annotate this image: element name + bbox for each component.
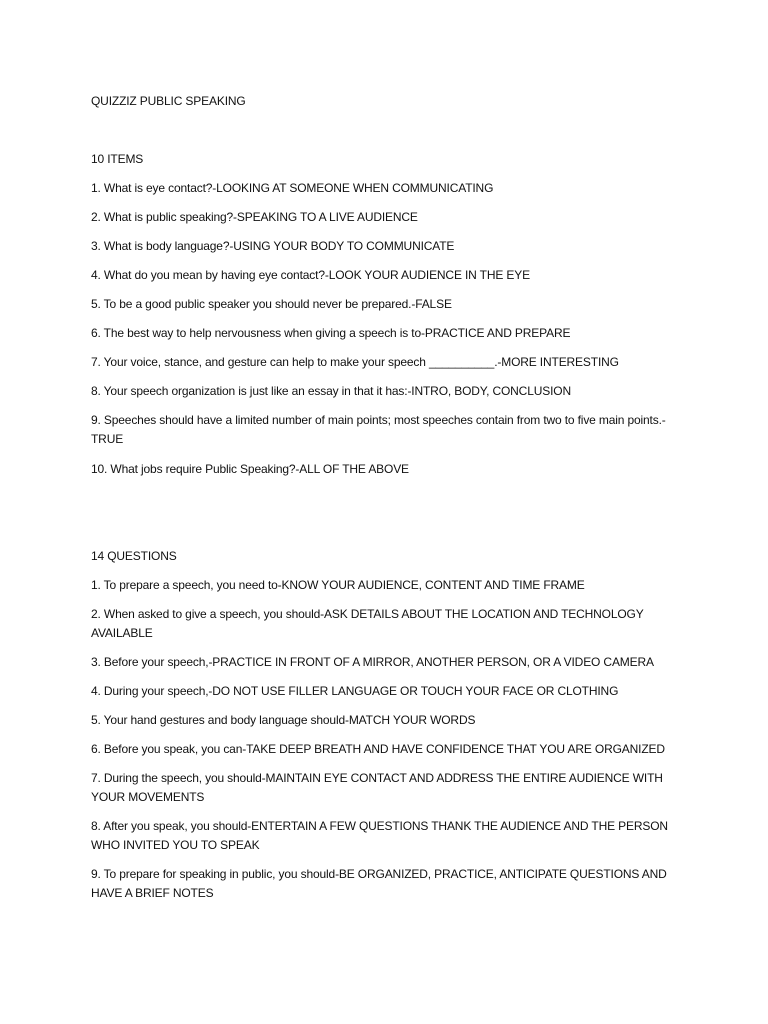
list-item: 7. Your voice, stance, and gesture can help to make your speech __________.-MORE INTERESTING — [91, 355, 619, 369]
list-item: 4. During your speech,-DO NOT USE FILLER LANGUAGE OR TOUCH YOUR FACE OR CLOTHING — [91, 684, 619, 698]
list-item: 1. To prepare a speech, you need to-KNOW YOUR AUDIENCE, CONTENT AND TIME FRAME — [91, 578, 585, 592]
list-item: 5. To be a good public speaker you should never be prepared.-FALSE — [91, 297, 452, 311]
list-item: 3. What is body language?-USING YOUR BODY TO COMMUNICATE — [91, 239, 455, 253]
list-item: 6. Before you speak, you can-TAKE DEEP BREATH AND HAVE CONFIDENCE THAT YOU ARE ORGANIZED — [91, 742, 665, 756]
section-heading-10-items: 10 ITEMS — [91, 152, 144, 166]
document-title: QUIZZIZ PUBLIC SPEAKING — [91, 94, 246, 108]
list-item: 8. After you speak, you should-ENTERTAIN A FEW QUESTIONS THANK THE AUDIENCE AND THE PERSON WHO INVITED YOU TO SPEAK — [91, 819, 668, 852]
section-heading-14-questions: 14 QUESTIONS — [91, 549, 177, 563]
list-item: 5. Your hand gestures and body language should-MATCH YOUR WORDS — [91, 713, 476, 727]
list-item: 4. What do you mean by having eye contact?-LOOK YOUR AUDIENCE IN THE EYE — [91, 268, 530, 282]
list-item: 7. During the speech, you should-MAINTAIN EYE CONTACT AND ADDRESS THE ENTIRE AUDIENCE WITH YOUR MOVEMENTS — [91, 771, 663, 804]
list-item: 10. What jobs require Public Speaking?-ALL OF THE ABOVE — [91, 462, 409, 476]
list-item: 9. To prepare for speaking in public, you should-BE ORGANIZED, PRACTICE, ANTICIPATE QUESTIONS AND HAVE A BRIEF NOTES — [91, 867, 667, 900]
list-item: 6. The best way to help nervousness when giving a speech is to-PRACTICE AND PREPARE — [91, 326, 571, 340]
list-item: 1. What is eye contact?-LOOKING AT SOMEONE WHEN COMMUNICATING — [91, 181, 494, 195]
list-item: 3. Before your speech,-PRACTICE IN FRONT OF A MIRROR, ANOTHER PERSON, OR A VIDEO CAMERA — [91, 655, 654, 669]
list-item: 2. When asked to give a speech, you should-ASK DETAILS ABOUT THE LOCATION AND TECHNOLOGY AVAILABLE — [91, 607, 644, 640]
list-item: 8. Your speech organization is just like an essay in that it has:-INTRO, BODY, CONCLUSION — [91, 384, 571, 398]
list-item: 2. What is public speaking?-SPEAKING TO A LIVE AUDIENCE — [91, 210, 418, 224]
list-item: 9. Speeches should have a limited number of main points; most speeches contain from two to five main points.-TRUE — [91, 413, 666, 446]
